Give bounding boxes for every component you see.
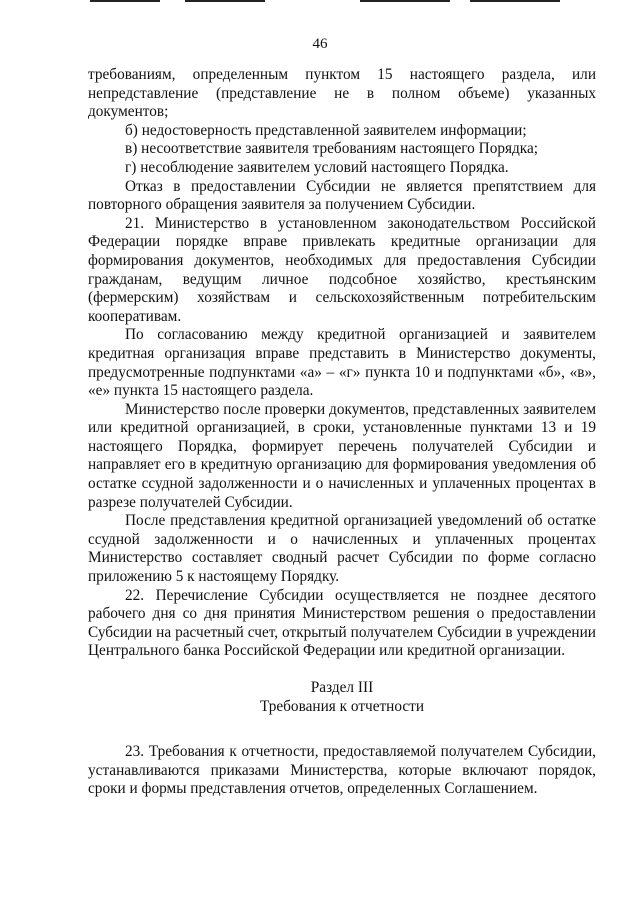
paragraph: 23. Требования к отчетности, предоставляемой получателем Субсидии, устанавливаются приказами Министерства, которые включают порядок, сроки и формы представления отчетов, определенных Соглашением. — [88, 743, 596, 798]
top-border-line — [90, 0, 160, 2]
section-title: Требования к отчетности — [259, 697, 425, 715]
top-border-line — [185, 0, 265, 2]
document-body — [88, 66, 596, 799]
paragraph: По согласованию между кредитной организацией и заявителем кредитная организация вправе представить в Министерство документы, предусмотренные подпунктами «а» – «г» пункта 10 и подпунктами «б», «в», «е» пункта 15 настоящего раздела. — [88, 326, 596, 400]
paragraph: 22. Перечисление Субсидии осуществляется не позднее десятого рабочего дня со дня принятия Министерством решения о предоставлении Субсидии на расчетный счет, открытый получателем Субсидии в учреждении Центрального банка Российской Федерации или кредитной организации. — [88, 586, 596, 660]
paragraph: Отказ в предоставлении Субсидии не является препятствием для повторного обращения заявителя за получением Субсидии. — [88, 177, 596, 214]
paragraph: После представления кредитной организацией уведомлений об остатке ссудной задолженности и о начисленных и уплаченных процентах Министерство составляет сводный расчет Субсидии по форме согласно приложению 5 к настоящему Порядку. — [88, 512, 596, 586]
paragraph: б) недостоверность представленной заявителем информации; — [125, 121, 527, 139]
paragraph: в) несоответствие заявителя требованиям настоящего Порядка; — [125, 140, 539, 158]
top-border-line — [470, 0, 560, 2]
page-number: 46 — [312, 36, 328, 52]
paragraph: г) несоблюдение заявителем условий настоящего Порядка. — [125, 158, 509, 176]
paragraph-group-top — [88, 66, 596, 661]
section-label: Раздел III — [310, 679, 374, 696]
paragraph: 21. Министерство в установленном законодательством Российской Федерации порядке вправе привлекать кредитные организации для формирования документов, необходимых для предоставления Субсидии гражданам, ведущим личное подсобное хозяйство, крестьянским (фермерским) хозяйствам и сельскохозяйственным потребительским кооперативам. — [88, 214, 596, 325]
paragraph: требованиям, определенным пунктом 15 настоящего раздела, или непредставление (представление не в полном объеме) указанных документов; — [88, 66, 596, 121]
paragraph-group-bottom — [88, 743, 596, 799]
top-border-line — [360, 0, 450, 2]
paragraph: Министерство после проверки документов, представленных заявителем или кредитной организацией, в сроки, установленные пунктами 13 и 19 настоящего Порядка, формирует перечень получателей Субсидии и направляет его в кредитную организацию для формирования уведомления об остатке ссудной задолженности и о начисленных и уплаченных процентах в разрезе получателей Субсидии. — [88, 400, 596, 511]
